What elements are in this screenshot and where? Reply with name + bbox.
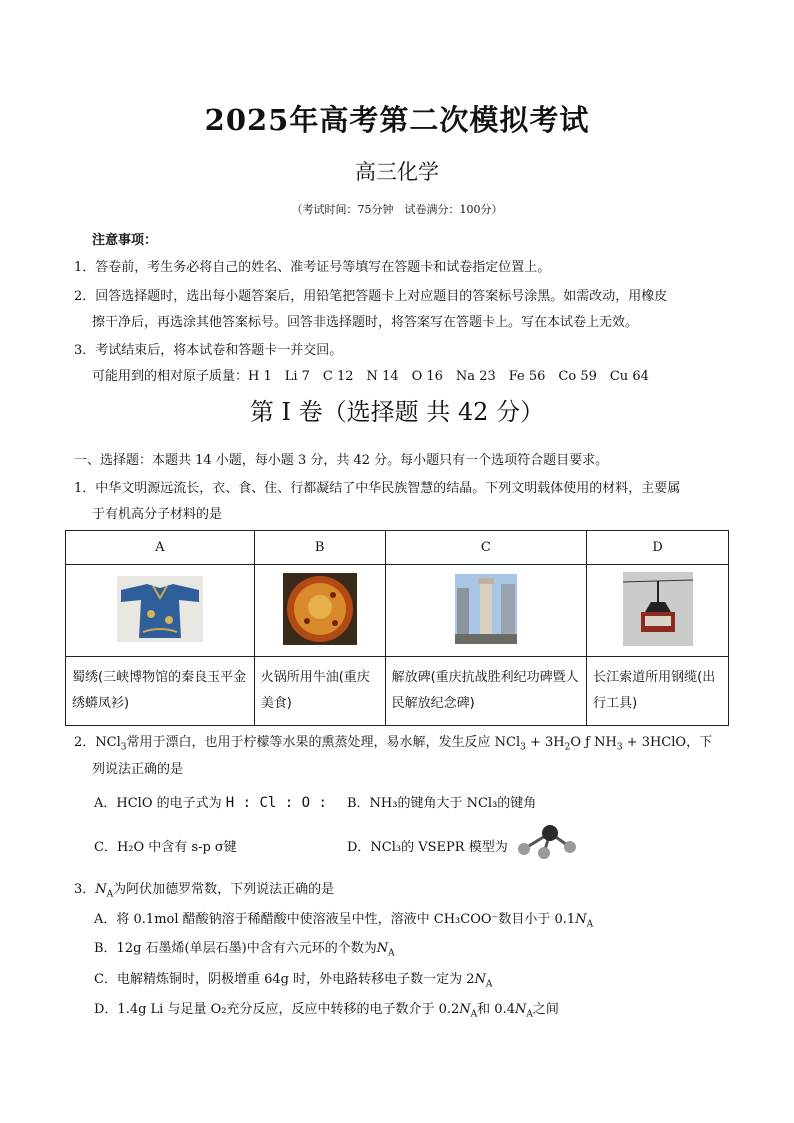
q3-option-d: D．1.4g Li 与足量 O₂充分反应，反应中转移的电子数介于 $0.2N_A$和 $0.4N_A$之间: [94, 1002, 559, 1020]
hclo-electron-formula: H : Cl : O :: [225, 795, 327, 811]
q1-option-b-letter: B: [254, 531, 385, 565]
vsepr-model-icon: [512, 823, 580, 861]
notice-item-2-cont: 擦干净后，再选涂其他答案标号。回答非选择题时，将答案写在答题卡上。写在本试卷上无效。: [92, 315, 639, 330]
q1-option-b-image: [254, 565, 385, 657]
notice-item-2: 2．回答选择题时，选出每小题答案后，用铅笔把答题卡上对应题目的答案标号涂黑。如需改动，用橡皮: [74, 289, 668, 304]
q1-option-a-image: [66, 565, 255, 657]
section-title: 第 I 卷（选择题 共 42 分）: [249, 398, 545, 426]
atomic-masses: 可能用到的相对原子质量：H 1 Li 7 C 12 N 14 O 16 Na 23 Fe 56 Co 59 Cu 64: [92, 369, 649, 384]
page-subtitle: 高三化学: [355, 160, 439, 184]
q1-option-a-caption: 蜀绣(三峡博物馆的秦良玉平金绣蟒凤衫): [66, 657, 255, 726]
notice-heading: 注意事项：: [92, 233, 158, 248]
q1-stem-cont: 于有机高分子材料的是: [92, 507, 223, 522]
q1-option-d-caption: 长江索道所用钢缆(出行工具): [587, 657, 729, 726]
q1-option-c-image: [385, 565, 587, 657]
notice-item-1: 1．答卷前，考生务必将自己的姓名、准考证号等填写在答题卡和试卷指定位置上。: [74, 260, 551, 275]
q1-option-b-caption: 火锅所用牛油(重庆美食): [254, 657, 385, 726]
q2-option-b: B．NH₃的键角大于 NCl₃的键角: [347, 796, 537, 811]
q3-option-a: A．将 0.1mol 醋酸钠溶于稀醋酸中使溶液呈中性，溶液中 CH₃COO⁻数目小于 $0.1N_A$: [94, 912, 594, 930]
cable-car-image: [623, 572, 693, 646]
notice-item-3: 3．考试结束后，将本试卷和答题卡一并交回。: [74, 343, 343, 358]
q1-option-c-letter: C: [385, 531, 587, 565]
hotpot-image: [283, 573, 357, 645]
q1-options-table: [65, 530, 729, 726]
q1-option-a-letter: A: [66, 531, 255, 565]
exam-info: （考试时间：75分钟 试卷满分：100分）: [291, 203, 503, 216]
embroidered-robe-image: [117, 576, 203, 642]
q2-stem-cont: 列说法正确的是: [92, 762, 184, 777]
q2-stem: 2．NCl$_3$常用于漂白，也用于柠檬等水果的熏蒸处理，易水解，发生反应 $NCl_3 + 3H_2O$ ƒ $NH_3$ + 3HClO，下: [74, 735, 713, 753]
q2-option-a: A．HClO 的电子式为 H : Cl : O :: [94, 795, 327, 811]
q3-option-c: C．电解精炼铜时，阴极增重 64g 时，外电路转移电子数一定为 $2N_A$: [94, 972, 493, 990]
q2-option-c: C．H₂O 中含有 s-p σ键: [94, 840, 237, 855]
q3-stem: 3．$N_A$为阿伏加德罗常数，下列说法正确的是: [74, 882, 335, 900]
page-title: 2025年高考第二次模拟考试: [204, 103, 590, 137]
q1-option-d-letter: D: [587, 531, 729, 565]
q1-option-d-image: [587, 565, 729, 657]
monument-image: [455, 574, 517, 644]
q3-option-b: B．12g 石墨烯(单层石墨)中含有六元环的个数为$N_A$: [94, 941, 395, 959]
q1-option-c-caption: 解放碑(重庆抗战胜利纪功碑暨人民解放纪念碑): [385, 657, 587, 726]
q1-stem: 1．中华文明源远流长，衣、食、住、行都凝结了中华民族智慧的结晶。下列文明载体使用的材料，主要属: [74, 481, 681, 496]
part-instruction: 一、选择题：本题共 14 小题，每小题 3 分，共 42 分。每小题只有一个选项符合题目要求。: [74, 453, 609, 468]
q2-option-d: D．NCl₃的 VSEPR 模型为: [347, 840, 508, 855]
